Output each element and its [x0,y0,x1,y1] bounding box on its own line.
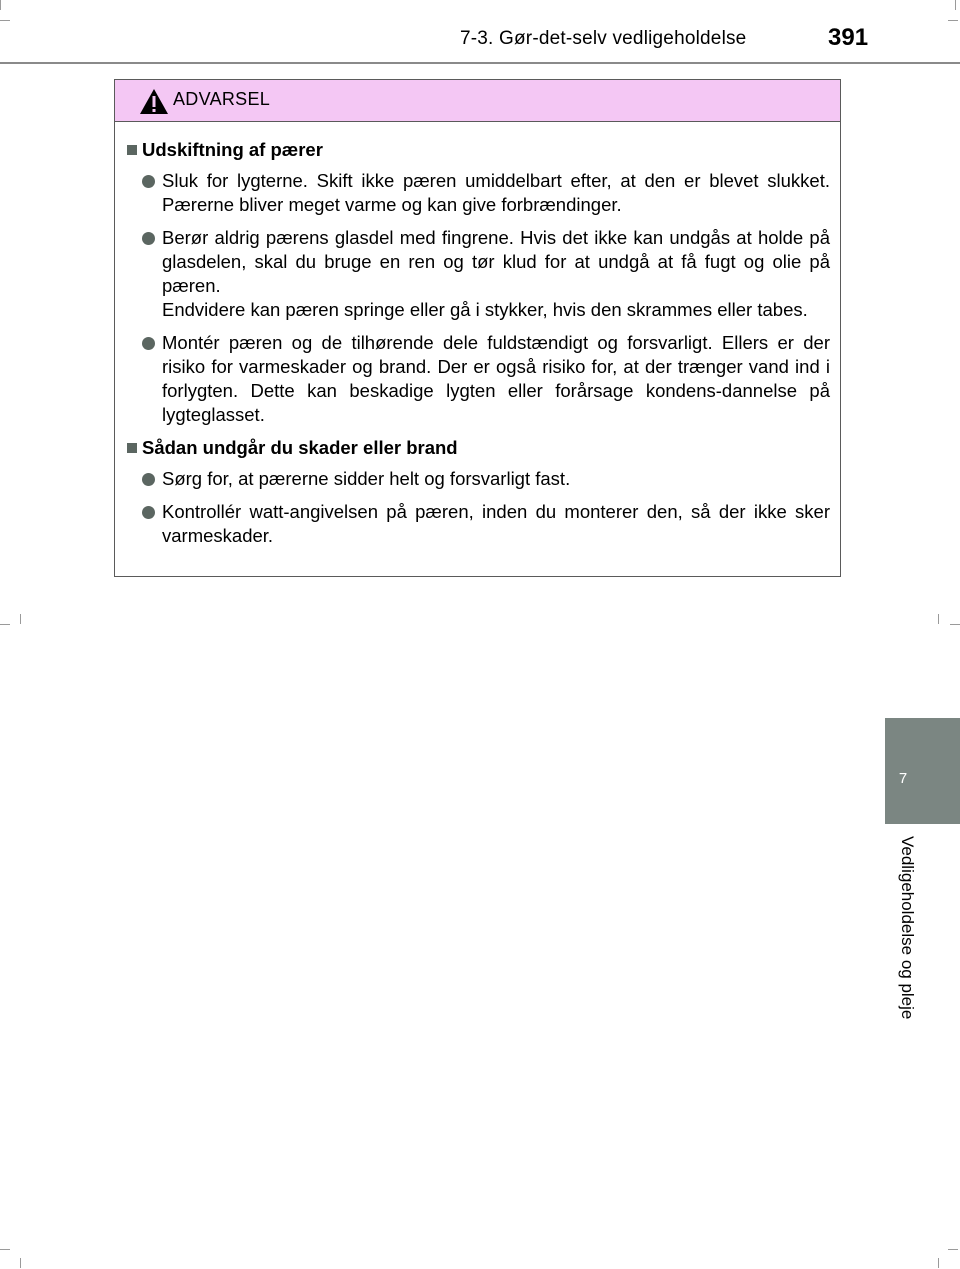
list-item-text: Montér pæren og de tilhørende dele fuldstændigt og forsvarligt. Ellers er der risiko for varmeskader og brand. Der er også risiko for, at der trænger vand ind i forlygten. Dette kan beskadige lygten eller forårsage kondens-dannelse på lygteglasset. [162,332,830,425]
crop-mark [955,0,956,10]
list-item-text: Sørg for, at pærerne sidder helt og forsvarligt fast. [162,468,571,489]
crop-mark [0,20,10,21]
warning-box [114,79,841,577]
round-bullet-icon [142,337,155,350]
crop-mark [938,1258,939,1268]
list-item-text: Kontrollér watt-angivelsen på pæren, inden du monterer den, så der ikke sker varmeskader. [162,501,830,546]
round-bullet-icon [142,473,155,486]
section-title: 7-3. Gør-det-selv vedligeholdelse [460,28,747,49]
crop-mark [948,20,958,21]
chapter-number: 7 [898,770,908,787]
section-heading-text: Sådan undgår du skader eller brand [142,437,458,458]
list-item [127,467,830,491]
list-item-text: Endvidere kan pæren springe eller gå i stykker, hvis den skrammes eller tabes. [162,299,808,320]
list-item-text: Berør aldrig pærens glasdel med fingrene. Hvis det ikke kan undgås at holde på glasdelen, skal du bruge en ren og tør klud for at undgå at få fugt og olie på pæren. [162,227,830,296]
chapter-label: Vedligeholdelse og pleje [898,836,917,1020]
crop-mark [0,1249,10,1250]
page-number: 391 [828,24,869,51]
crop-mark [0,0,1,10]
header-divider [0,62,960,64]
round-bullet-icon [142,175,155,188]
crop-mark [20,1258,21,1268]
section-heading [127,436,830,460]
section-heading-text: Udskiftning af pærer [142,139,323,160]
crop-mark [0,624,10,625]
round-bullet-icon [142,506,155,519]
list-item [127,169,830,217]
warning-body [115,122,840,548]
square-bullet-icon [127,443,137,453]
section-heading [127,138,830,162]
list-item [127,500,830,548]
square-bullet-icon [127,145,137,155]
list-item-text: Sluk for lygterne. Skift ikke pæren umiddelbart efter, at den er blevet slukket. Pærerne bliver meget varme og kan give forbrændinger. [162,170,830,215]
warning-title: ADVARSEL [173,89,271,109]
crop-mark [20,614,21,624]
round-bullet-icon [142,232,155,245]
crop-mark [948,1249,958,1250]
chapter-tab[interactable] [885,718,960,824]
crop-mark [938,614,939,624]
list-item [127,226,830,322]
warning-triangle-icon [139,88,169,115]
crop-mark [950,624,960,625]
list-item [127,331,830,427]
warning-header [115,80,840,122]
